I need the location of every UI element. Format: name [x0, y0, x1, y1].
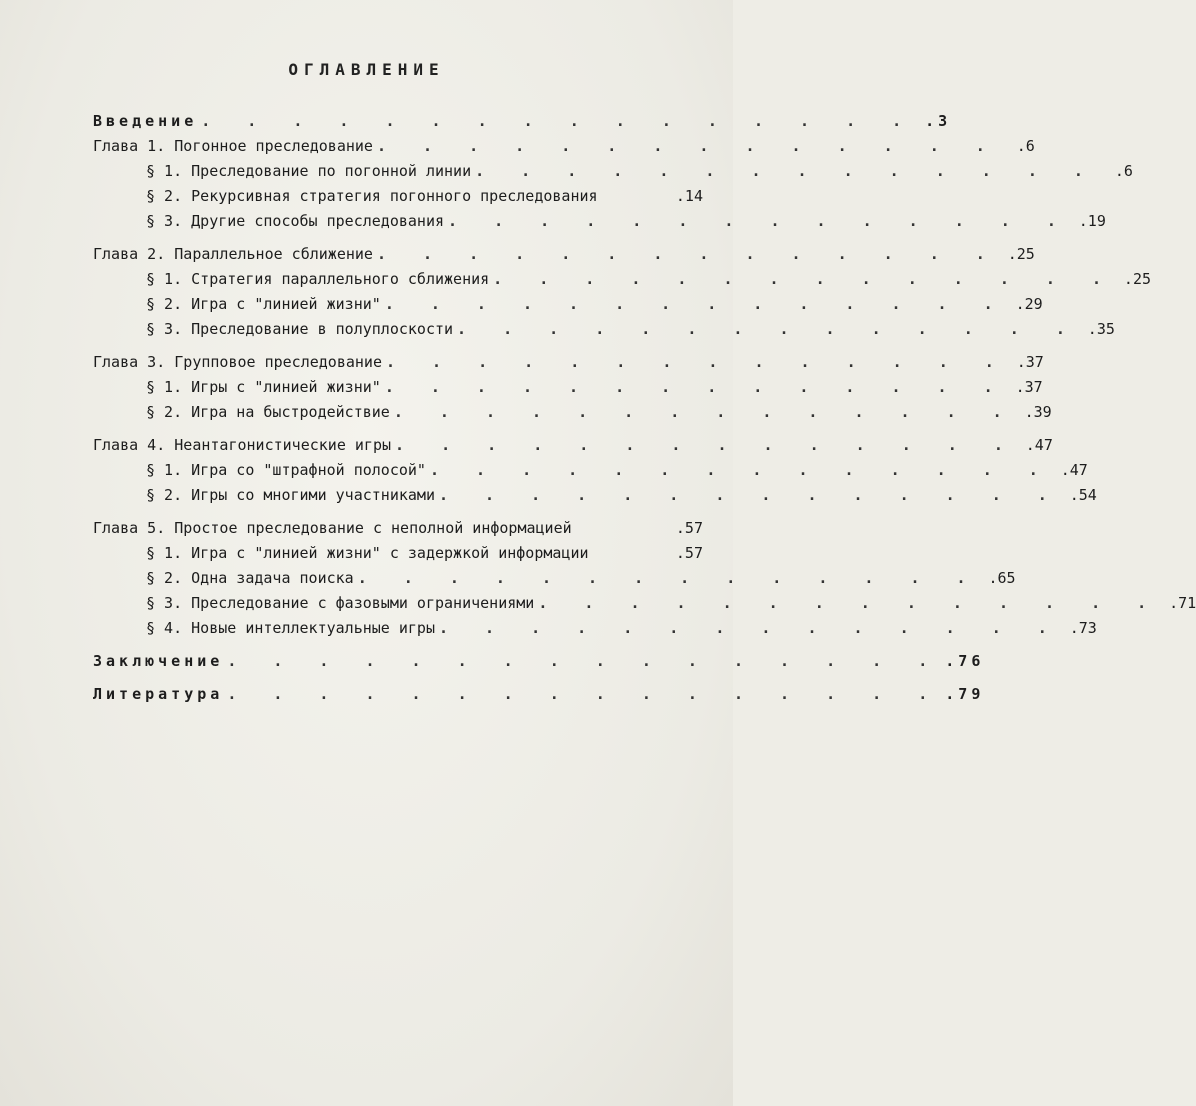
toc-entry-section — [93, 619, 1097, 644]
toc-entry-title: § 1. Игра со "штрафной полосой" — [146, 461, 426, 479]
toc-entry-section — [93, 486, 1097, 511]
toc-entry-section — [93, 212, 1106, 237]
toc-page-number: .73 — [1069, 619, 1097, 637]
toc-entry-section — [93, 403, 1052, 428]
toc-entry-title: § 2. Игры со многими участниками — [146, 486, 435, 504]
toc-page-number: .35 — [1087, 320, 1115, 338]
toc-page-number: .79 — [945, 685, 985, 703]
toc-entry-title: Заключение — [93, 652, 224, 670]
toc-page-number: .14 — [675, 187, 703, 205]
toc-entry-title: Литература — [93, 685, 224, 703]
leader-dots: . . . . . . . . . . . . . . — [376, 137, 999, 155]
toc-entry-chapter — [93, 353, 1044, 378]
toc-entry-section — [93, 187, 703, 212]
toc-entry-title: § 3. Преследование в полуплоскости — [146, 320, 454, 338]
toc-entry-section — [93, 320, 1115, 345]
toc-entry-title: Глава 1. Погонное преследование — [93, 137, 373, 155]
toc-entry-title: § 1. Преследование по погонной линии — [146, 162, 472, 180]
toc-entry-title: § 2. Одна задача поиска — [146, 569, 354, 587]
toc-entry-chapter — [93, 137, 1035, 162]
toc-page-number: .39 — [1024, 403, 1052, 421]
toc-page-number: .25 — [1123, 270, 1152, 288]
toc-page-number: .71 — [1169, 594, 1196, 612]
toc-entry-chapter — [93, 519, 703, 544]
toc-page-number: .57 — [675, 519, 703, 537]
toc-entry-title: § 1. Игра с "линией жизни" с задержкой информации — [146, 544, 589, 562]
toc-entry-title: § 3. Преследование с фазовыми ограничениями — [146, 594, 535, 612]
leader-dots: . . . . . . . . . . . . . . — [457, 320, 1079, 338]
toc-page-number: .29 — [1015, 295, 1043, 313]
toc-entry-title: Глава 4. Неантагонистические игры — [93, 436, 392, 454]
toc-entry-title: Глава 2. Параллельное сближение — [93, 245, 373, 263]
toc-entry-conclusion — [93, 652, 985, 677]
leader-dots: . . . . . . . . . . . . . . . . — [227, 652, 942, 670]
toc-page-number: .57 — [675, 544, 703, 562]
toc-entry-title: Глава 5. Простое преследование с неполной информацией — [93, 519, 572, 537]
toc-entry-section — [93, 378, 1043, 403]
toc-page-number: .47 — [1060, 461, 1088, 479]
page-title: ОГЛАВЛЕНИЕ — [288, 60, 445, 79]
toc-entry-section — [93, 162, 1133, 187]
leader-dots: . . . . . . . . . . . . . . — [384, 378, 1007, 396]
toc-page-number: .19 — [1078, 212, 1106, 230]
leader-dots: . . . . . . . . . . . . . . — [429, 461, 1052, 479]
toc-entry-title: § 2. Игра с "линией жизни" — [146, 295, 381, 313]
toc-entry-chapter — [93, 436, 1053, 461]
toc-entry-title: § 3. Другие способы преследования — [146, 212, 445, 230]
leader-dots: . . . . . . . . . . . . . . — [385, 353, 1008, 371]
table-of-contents — [93, 112, 1196, 710]
leader-dots: . . . . . . . . . . . . . . — [538, 594, 1161, 612]
leader-dots: . . . . . . . . . . . . . . — [357, 569, 980, 587]
toc-entry-introduction — [93, 112, 952, 137]
toc-entry-title: § 2. Игра на быстродействие — [146, 403, 390, 421]
toc-page-number: .65 — [988, 569, 1016, 587]
toc-page-number: .37 — [1016, 353, 1044, 371]
toc-entry-section — [93, 569, 1016, 594]
toc-page-number: .54 — [1069, 486, 1097, 504]
toc-entry-section — [93, 461, 1088, 486]
toc-page-number: .6 — [1114, 162, 1133, 180]
toc-entry-section — [93, 594, 1196, 619]
toc-entry-section — [93, 270, 1152, 295]
leader-dots: . . . . . . . . . . . . . . . . — [201, 112, 916, 130]
toc-entry-section — [93, 544, 703, 569]
toc-entry-title: § 2. Рекурсивная стратегия погонного преследования — [146, 187, 598, 205]
toc-entry-bibliography — [93, 685, 985, 710]
toc-page-number: .3 — [925, 112, 952, 130]
leader-dots: . . . . . . . . . . . . . . — [475, 162, 1097, 180]
leader-dots: . . . . . . . . . . . . . . — [438, 619, 1061, 637]
leader-dots: . . . . . . . . . . . . . . . . — [227, 685, 942, 703]
leader-dots: . . . . . . . . . . . . . . — [493, 270, 1116, 288]
leader-dots: . . . . . . . . . . . . . . — [393, 403, 1016, 421]
toc-page-number: .47 — [1025, 436, 1053, 454]
leader-dots: . . . . . . . . . . . . . . — [448, 212, 1070, 230]
toc-page-number: .6 — [1016, 137, 1035, 155]
toc-entry-title: Введение — [93, 112, 198, 130]
toc-entry-title: § 4. Новые интеллектуальные игры — [146, 619, 435, 637]
leader-dots: . . . . . . . . . . . . . . — [395, 436, 1017, 454]
toc-entry-chapter — [93, 245, 1035, 270]
toc-entry-title: § 1. Игры с "линией жизни" — [146, 378, 381, 396]
toc-entry-title: Глава 3. Групповое преследование — [93, 353, 382, 371]
toc-page-number: .76 — [945, 652, 985, 670]
toc-entry-section — [93, 295, 1043, 320]
leader-dots: . . . . . . . . . . . . . . — [384, 295, 1007, 313]
toc-page-number: .37 — [1015, 378, 1043, 396]
leader-dots: . . . . . . . . . . . . . . — [376, 245, 999, 263]
toc-entry-title: § 1. Стратегия параллельного сближения — [146, 270, 490, 288]
leader-dots: . . . . . . . . . . . . . . — [438, 486, 1061, 504]
toc-page-number: .25 — [1007, 245, 1035, 263]
